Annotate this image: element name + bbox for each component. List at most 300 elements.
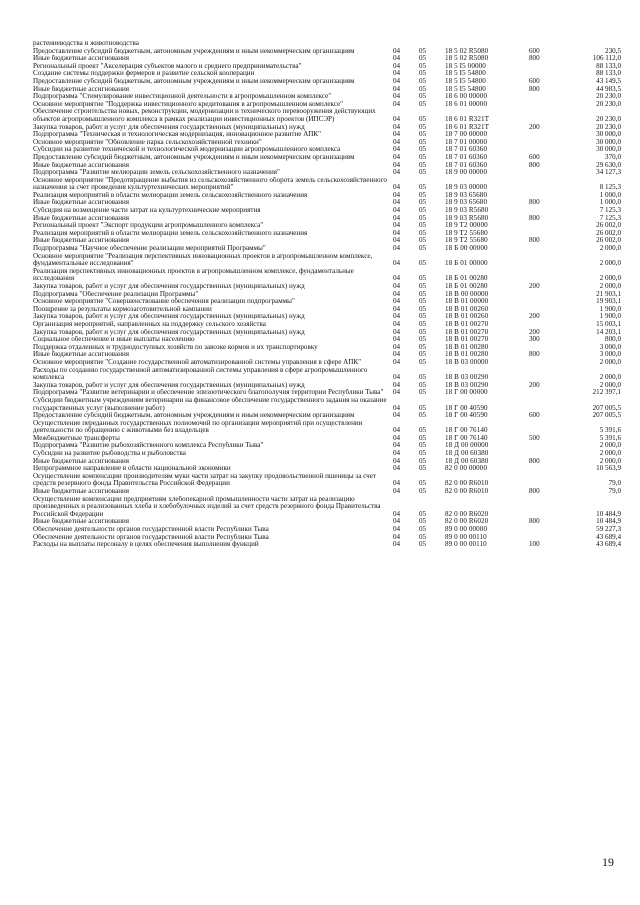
row-expense-type <box>529 473 565 488</box>
row-name: Основное мероприятие "Реализация перспективных инновационных проектов в агропромышленном комплексе, фундаментальные исследования" <box>33 252 373 268</box>
row-amount: 1 000,0 <box>599 191 621 199</box>
row-name: Расходы на выплаты персоналу в целях обеспечения выполнения функций <box>33 541 259 549</box>
row-amount: 19 903,1 <box>596 298 621 306</box>
row-expense-type <box>529 146 565 154</box>
row-expense-type: 800 <box>529 237 540 245</box>
row-target-code: 18 5 I5 54800 <box>445 77 486 85</box>
row-subsection: 05 <box>419 290 427 298</box>
row-target-code: 18 9 03 R5680 <box>445 214 489 222</box>
table-row <box>33 488 621 496</box>
row-expense-type <box>529 63 565 71</box>
row-name: Поощрение за результаты кормозаготовительной кампании <box>33 305 212 313</box>
row-expense-type <box>529 139 565 147</box>
row-name: Иные бюджетные ассигнования <box>33 457 130 465</box>
row-amount: 207 005,5 <box>592 412 621 420</box>
row-amount: 2 000,0 <box>599 457 621 465</box>
page-number: 19 <box>602 855 614 869</box>
row-name: Закупка товаров, работ и услуг для обеспечения государственных (муниципальных) нужд <box>33 313 305 321</box>
row-target-code: 18 5 I5 00000 <box>445 62 486 70</box>
row-amount: 1 900,0 <box>599 305 621 313</box>
row-subsection: 05 <box>419 373 427 382</box>
row-name: Иные бюджетные ассигнования <box>33 214 130 222</box>
row-expense-type <box>529 450 565 458</box>
row-section: 04 <box>393 373 401 382</box>
row-target-code: 18 Г 00 40590 <box>445 403 488 412</box>
table-row <box>33 397 621 412</box>
row-amount: 34 127,3 <box>596 169 621 177</box>
row-subsection: 05 <box>419 450 427 458</box>
table-row <box>33 230 621 238</box>
row-subsection: 05 <box>419 426 427 435</box>
row-expense-type: 200 <box>529 283 540 290</box>
row-amount: 230,5 <box>605 47 621 55</box>
row-amount: 7 125,3 <box>599 214 621 222</box>
row-target-code: 18 В 01 00000 <box>445 298 489 306</box>
row-section: 04 <box>393 131 401 139</box>
row-subsection: 05 <box>419 465 427 473</box>
row-target-code: 82 0 00 R6010 <box>445 488 489 496</box>
row-name: Основное мероприятие "Поддержка инвестиционного кредитования в агропромышленном комплексе" <box>33 100 344 108</box>
row-section: 04 <box>393 138 401 146</box>
row-subsection: 05 <box>419 237 427 245</box>
row-section: 04 <box>393 336 401 344</box>
table-row <box>33 131 621 139</box>
row-amount: 20 230,0 <box>596 114 621 123</box>
row-target-code: 18 6 01 R321T <box>445 123 490 131</box>
row-subsection: 05 <box>419 183 427 192</box>
table-row <box>33 336 621 344</box>
row-amount: 7 125,3 <box>599 207 621 215</box>
table-row <box>33 154 621 162</box>
row-name: Организация мероприятий, направленных на поддержку сельского хозяйства <box>33 320 266 328</box>
table-row <box>33 367 621 382</box>
row-name: Закупка товаров, работ и услуг для обеспечения государственных (муниципальных) нужд <box>33 381 305 389</box>
row-target-code: 18 9 03 65680 <box>445 199 488 207</box>
table-row <box>33 298 621 306</box>
row-expense-type <box>529 253 565 268</box>
row-expense-type: 100 <box>529 541 540 549</box>
row-name: Обеспечение строительства новых, реконструкции, модернизации и технического перевооружения действующих объектов агропромышленного комплекса в рамках реализации инвестиционных проектов (ИПСЭР) <box>33 108 376 123</box>
row-amount: 43 689,4 <box>596 533 621 541</box>
row-amount: 2 000,0 <box>599 283 621 290</box>
row-amount: 2 000,0 <box>599 274 621 283</box>
row-name: Создание системы поддержки фермеров и развитие сельской кооперации <box>33 70 255 78</box>
row-target-code: 18 В 03 00000 <box>445 358 489 366</box>
table-row <box>33 215 621 223</box>
row-target-code: 18 6 01 R321T <box>445 114 490 123</box>
row-subsection: 05 <box>419 214 427 222</box>
row-expense-type <box>529 40 565 48</box>
row-name: Закупка товаров, работ и услуг для обеспечения государственных (муниципальных) нужд <box>33 328 305 336</box>
row-section: 04 <box>393 77 401 85</box>
row-subsection: 05 <box>419 343 427 351</box>
table-row <box>33 177 621 192</box>
table-row <box>33 291 621 299</box>
table-row <box>33 526 621 534</box>
row-target-code: 18 7 01 00000 <box>445 138 488 146</box>
row-subsection: 05 <box>419 389 427 397</box>
row-name: Иные бюджетные ассигнования <box>33 161 130 169</box>
budget-table <box>33 40 621 549</box>
table-row <box>33 458 621 466</box>
table-row <box>33 63 621 71</box>
row-section: 04 <box>393 146 401 154</box>
table-row <box>33 329 621 337</box>
row-expense-type <box>529 367 565 382</box>
budget-table-body <box>33 40 621 549</box>
row-target-code: 18 9 03 65680 <box>445 191 488 199</box>
row-target-code: 18 В 03 00290 <box>445 381 489 389</box>
row-expense-type <box>529 291 565 299</box>
row-section: 04 <box>393 320 401 328</box>
row-amount: 88 133,0 <box>596 70 621 78</box>
row-subsection: 05 <box>419 518 427 526</box>
row-expense-type: 200 <box>529 123 540 131</box>
row-name: Реализация мероприятий в области мелиорации земель сельскохозяйственного назначения <box>33 191 308 199</box>
row-expense-type <box>529 268 565 283</box>
row-expense-type: 600 <box>529 77 540 85</box>
row-subsection: 05 <box>419 298 427 306</box>
table-row <box>33 313 621 321</box>
table-row <box>33 192 621 200</box>
row-name: Предоставление субсидий бюджетным, автономным учреждениям и иным некоммерческим организациям <box>33 47 355 55</box>
row-amount: 2 000,0 <box>599 358 621 366</box>
row-amount: 79,0 <box>608 479 621 488</box>
row-section: 04 <box>393 305 401 313</box>
row-expense-type <box>529 131 565 139</box>
row-amount: 21 903,1 <box>596 290 621 298</box>
row-section: 04 <box>393 328 401 336</box>
row-name: Субсидии бюджетным учреждениям ветеринарии на финансовое обеспечение государственного задания на оказание государственных услуг (выполнение работ) <box>33 396 387 412</box>
row-section: 04 <box>393 442 401 450</box>
table-row <box>33 351 621 359</box>
row-expense-type <box>529 397 565 412</box>
row-subsection: 05 <box>419 55 427 63</box>
row-section: 04 <box>393 403 401 412</box>
row-section: 04 <box>393 55 401 63</box>
row-subsection: 05 <box>419 274 427 283</box>
row-amount: 2 000,0 <box>599 373 621 382</box>
row-name: Обеспечение деятельности органов государственной власти Республики Тыва <box>33 526 269 533</box>
row-name: Межбюджетные трансферты <box>33 434 120 442</box>
row-target-code: 18 Б 01 00000 <box>445 259 488 268</box>
row-section: 04 <box>393 62 401 70</box>
row-subsection: 05 <box>419 207 427 215</box>
row-section: 04 <box>393 100 401 108</box>
table-row <box>33 283 621 291</box>
row-target-code: 82 0 00 R6020 <box>445 518 489 526</box>
row-amount: 30 000,0 <box>596 146 621 154</box>
row-name: Предоставление субсидий бюджетным, автономным учреждениям и иным некоммерческим организациям <box>33 153 355 161</box>
row-name: Подпрограмма "Стимулирование инвестиционной деятельности в агропромышленном комплексе" <box>33 93 332 101</box>
row-subsection: 05 <box>419 336 427 344</box>
row-name: Закупка товаров, работ и услуг для обеспечения государственных (муниципальных) нужд <box>33 123 305 131</box>
row-section: 04 <box>393 457 401 465</box>
row-subsection: 05 <box>419 123 427 131</box>
row-name: Непрограммное направление в области национальной экономики <box>33 465 231 473</box>
row-name: Иные бюджетные ассигнования <box>33 55 130 63</box>
row-section: 04 <box>393 153 401 161</box>
row-target-code: 18 9 T2 55680 <box>445 229 488 237</box>
row-subsection: 05 <box>419 47 427 55</box>
row-expense-type: 800 <box>529 214 540 222</box>
row-expense-type: 500 <box>529 434 540 442</box>
row-section: 04 <box>393 229 401 237</box>
table-row <box>33 389 621 397</box>
row-subsection: 05 <box>419 93 427 101</box>
row-amount: 30 000,0 <box>596 138 621 146</box>
row-name: Иные бюджетные ассигнования <box>33 237 130 245</box>
row-section: 04 <box>393 479 401 488</box>
row-amount: 26 002,0 <box>596 229 621 237</box>
row-expense-type: 200 <box>529 313 540 321</box>
row-expense-type: 200 <box>529 381 540 389</box>
row-amount: 2 000,0 <box>599 259 621 268</box>
row-expense-type <box>529 70 565 78</box>
row-section: 04 <box>393 183 401 192</box>
table-row <box>33 169 621 177</box>
row-target-code: 18 7 01 60360 <box>445 161 488 169</box>
row-expense-type: 200 <box>529 328 540 336</box>
row-section: 04 <box>393 343 401 351</box>
row-target-code: 89 0 00 00000 <box>445 526 488 533</box>
table-row <box>33 108 621 123</box>
row-section: 04 <box>393 93 401 101</box>
row-expense-type <box>529 465 565 473</box>
row-expense-type <box>529 420 565 435</box>
row-section: 04 <box>393 237 401 245</box>
row-expense-type <box>529 344 565 352</box>
row-expense-type <box>529 526 565 534</box>
row-section: 04 <box>393 123 401 131</box>
row-target-code: 18 Б 01 00280 <box>445 274 488 283</box>
row-target-code: 82 0 00 R6010 <box>445 479 489 488</box>
row-expense-type <box>529 306 565 314</box>
row-amount: 212 397,1 <box>592 389 621 397</box>
row-expense-type <box>529 230 565 238</box>
row-target-code: 18 Д 00 60380 <box>445 450 489 458</box>
row-section: 04 <box>393 207 401 215</box>
row-section: 04 <box>393 199 401 207</box>
row-amount: 207 005,5 <box>592 403 621 412</box>
row-target-code: 18 В 01 00280 <box>445 343 489 351</box>
row-amount: 44 983,5 <box>596 85 621 93</box>
row-target-code: 18 9 T2 55680 <box>445 237 488 245</box>
row-section: 04 <box>393 541 401 549</box>
row-amount: 59 227,3 <box>596 526 621 533</box>
row-amount: 10 484,9 <box>596 509 621 518</box>
row-amount: 43 149,5 <box>596 77 621 85</box>
table-row <box>33 306 621 314</box>
row-target-code: 18 6 00 00000 <box>445 93 488 101</box>
row-expense-type: 800 <box>529 457 540 465</box>
row-amount: 1 900,0 <box>599 313 621 321</box>
row-amount: 5 391,6 <box>599 426 621 435</box>
row-amount: 26 002,0 <box>596 222 621 230</box>
row-subsection: 05 <box>419 146 427 154</box>
row-expense-type: 300 <box>529 336 540 344</box>
row-subsection: 05 <box>419 114 427 123</box>
row-subsection: 05 <box>419 434 427 442</box>
row-expense-type: 800 <box>529 85 540 93</box>
row-subsection: 05 <box>419 442 427 450</box>
row-section: 04 <box>393 85 401 93</box>
row-target-code: 18 Г 00 76140 <box>445 434 488 442</box>
row-amount: 14 203,1 <box>596 328 621 336</box>
row-subsection: 05 <box>419 199 427 207</box>
row-expense-type <box>529 442 565 450</box>
row-amount: 2 000,0 <box>599 381 621 389</box>
row-target-code: 82 0 00 00000 <box>445 465 488 473</box>
row-subsection: 05 <box>419 351 427 359</box>
table-row <box>33 55 621 63</box>
row-target-code: 18 В 00 00000 <box>445 290 489 298</box>
row-subsection: 05 <box>419 403 427 412</box>
row-target-code: 18 6 01 00000 <box>445 100 488 108</box>
row-subsection: 05 <box>419 138 427 146</box>
table-row <box>33 518 621 526</box>
row-expense-type <box>529 93 565 101</box>
row-target-code: 18 9 03 R5680 <box>445 207 489 215</box>
row-expense-type: 800 <box>529 55 540 63</box>
row-section: 04 <box>393 222 401 230</box>
table-row <box>33 534 621 542</box>
row-section: 04 <box>393 351 401 359</box>
row-name: Социальное обеспечение и иные выплаты населению <box>33 336 195 344</box>
row-section: 04 <box>393 434 401 442</box>
row-name: растениеводства и животноводства <box>33 40 139 47</box>
row-section: 04 <box>393 274 401 283</box>
row-name: Подпрограмма "Обеспечение реализации Программы" <box>33 290 199 298</box>
row-target-code: 18 9 00 00000 <box>445 169 488 177</box>
row-section: 04 <box>393 298 401 306</box>
row-amount: 79,0 <box>608 488 621 496</box>
row-subsection: 05 <box>419 153 427 161</box>
row-target-code <box>445 40 529 48</box>
row-subsection: 05 <box>419 412 427 420</box>
row-expense-type <box>529 222 565 230</box>
row-expense-type <box>529 496 565 519</box>
row-section: 04 <box>393 533 401 541</box>
row-section: 04 <box>393 526 401 533</box>
row-section: 04 <box>393 381 401 389</box>
table-row <box>33 93 621 101</box>
row-section: 04 <box>393 47 401 55</box>
table-row <box>33 450 621 458</box>
row-amount: 800,0 <box>605 336 621 344</box>
table-row <box>33 237 621 245</box>
table-row <box>33 268 621 283</box>
row-subsection: 05 <box>419 328 427 336</box>
table-row <box>33 101 621 109</box>
row-subsection: 05 <box>419 381 427 389</box>
row-name: Осуществление компенсации предприятиям хлебопекарной промышленности части затрат на реализацию произведенных и реализованных хлеба и хлебобулочных изделий за счет средств резервного фонда Правительства Российской Федерации <box>33 495 381 518</box>
row-section: 04 <box>393 509 401 518</box>
row-section: 04 <box>393 488 401 496</box>
row-amount: 10 563,9 <box>596 465 621 473</box>
row-target-code: 18 В 01 00270 <box>445 320 489 328</box>
row-name: Реализация перспективных инновационных проектов в агропромышленном комплексе, фундаментальные исследования <box>33 267 354 283</box>
row-target-code: 18 9 03 00000 <box>445 183 488 192</box>
row-expense-type <box>529 245 565 253</box>
row-amount <box>565 40 621 48</box>
row-name: Предоставление субсидий бюджетным, автономным учреждениям и иным некоммерческим организациям <box>33 412 355 420</box>
row-amount: 10 484,9 <box>596 518 621 526</box>
row-section: 04 <box>393 114 401 123</box>
row-section: 04 <box>393 290 401 298</box>
row-section: 04 <box>393 259 401 268</box>
row-subsection: 05 <box>419 283 427 290</box>
row-expense-type <box>529 169 565 177</box>
row-name: Обеспечение деятельности органов государственной власти Республики Тыва <box>33 533 269 541</box>
table-row <box>33 146 621 154</box>
row-subsection: 05 <box>419 479 427 488</box>
row-expense-type: 800 <box>529 351 540 359</box>
row-target-code: 18 7 01 60360 <box>445 153 488 161</box>
row-name: Иные бюджетные ассигнования <box>33 199 130 207</box>
row-subsection: 05 <box>419 305 427 313</box>
row-subsection <box>419 40 445 48</box>
row-amount: 2 000,0 <box>599 450 621 458</box>
row-section: 04 <box>393 70 401 78</box>
row-name: Региональный проект "Экспорт продукции агропромышленного комплекса" <box>33 222 264 230</box>
row-expense-type <box>529 534 565 542</box>
row-target-code: 18 7 01 60360 <box>445 146 488 154</box>
row-subsection: 05 <box>419 320 427 328</box>
row-target-code: 18 5 I5 54800 <box>445 70 486 78</box>
row-name: Расходы по созданию государственной автоматизированной системы управления в сфере агропромышленного комплекса <box>33 366 368 382</box>
table-row <box>33 78 621 86</box>
table-row <box>33 465 621 473</box>
row-amount: 20 230,0 <box>596 123 621 131</box>
row-amount: 15 003,1 <box>596 320 621 328</box>
row-expense-type: 800 <box>529 518 540 526</box>
row-amount: 30 000,0 <box>596 131 621 139</box>
row-amount: 2 000,0 <box>599 245 621 253</box>
row-section: 04 <box>393 169 401 177</box>
row-section: 04 <box>393 518 401 526</box>
row-target-code: 18 В 03 00290 <box>445 373 489 382</box>
row-subsection: 05 <box>419 358 427 366</box>
row-name: Поддержка отдаленных и труднодоступных хозяйств по завозке кормов и их транспортировку <box>33 343 318 351</box>
row-subsection: 05 <box>419 526 427 533</box>
row-name: Субсидии на развитие рыбоводства и рыболовства <box>33 450 186 458</box>
row-section <box>393 40 419 48</box>
row-amount: 3 000,0 <box>599 343 621 351</box>
row-subsection: 05 <box>419 259 427 268</box>
row-section: 04 <box>393 465 401 473</box>
row-expense-type <box>529 207 565 215</box>
table-row <box>33 321 621 329</box>
row-target-code: 18 Б 00 00000 <box>445 245 488 253</box>
row-name: Подпрограмма "Развитие ветеринарии и обеспечение эпизоотического благополучия территории Республики Тыва" <box>33 389 384 397</box>
row-name: Подпрограмма "Научное обеспечение реализации мероприятий Программы" <box>33 245 266 253</box>
row-subsection: 05 <box>419 229 427 237</box>
row-target-code: 18 7 00 00000 <box>445 131 488 139</box>
row-section: 04 <box>393 283 401 290</box>
table-row <box>33 541 621 549</box>
row-target-code: 18 5 02 R5080 <box>445 47 489 55</box>
row-section: 04 <box>393 313 401 321</box>
row-name: Предоставление субсидий бюджетным, автономным учреждениям и иным некоммерческим организациям <box>33 77 355 85</box>
table-row <box>33 199 621 207</box>
row-subsection: 05 <box>419 85 427 93</box>
row-name: Субсидия на возмещение части затрат на культуртехнические мероприятия <box>33 207 261 215</box>
row-subsection: 05 <box>419 488 427 496</box>
row-target-code: 89 0 00 00110 <box>445 541 487 549</box>
row-target-code: 18 Д 00 60380 <box>445 457 489 465</box>
row-amount: 43 689,4 <box>596 541 621 549</box>
